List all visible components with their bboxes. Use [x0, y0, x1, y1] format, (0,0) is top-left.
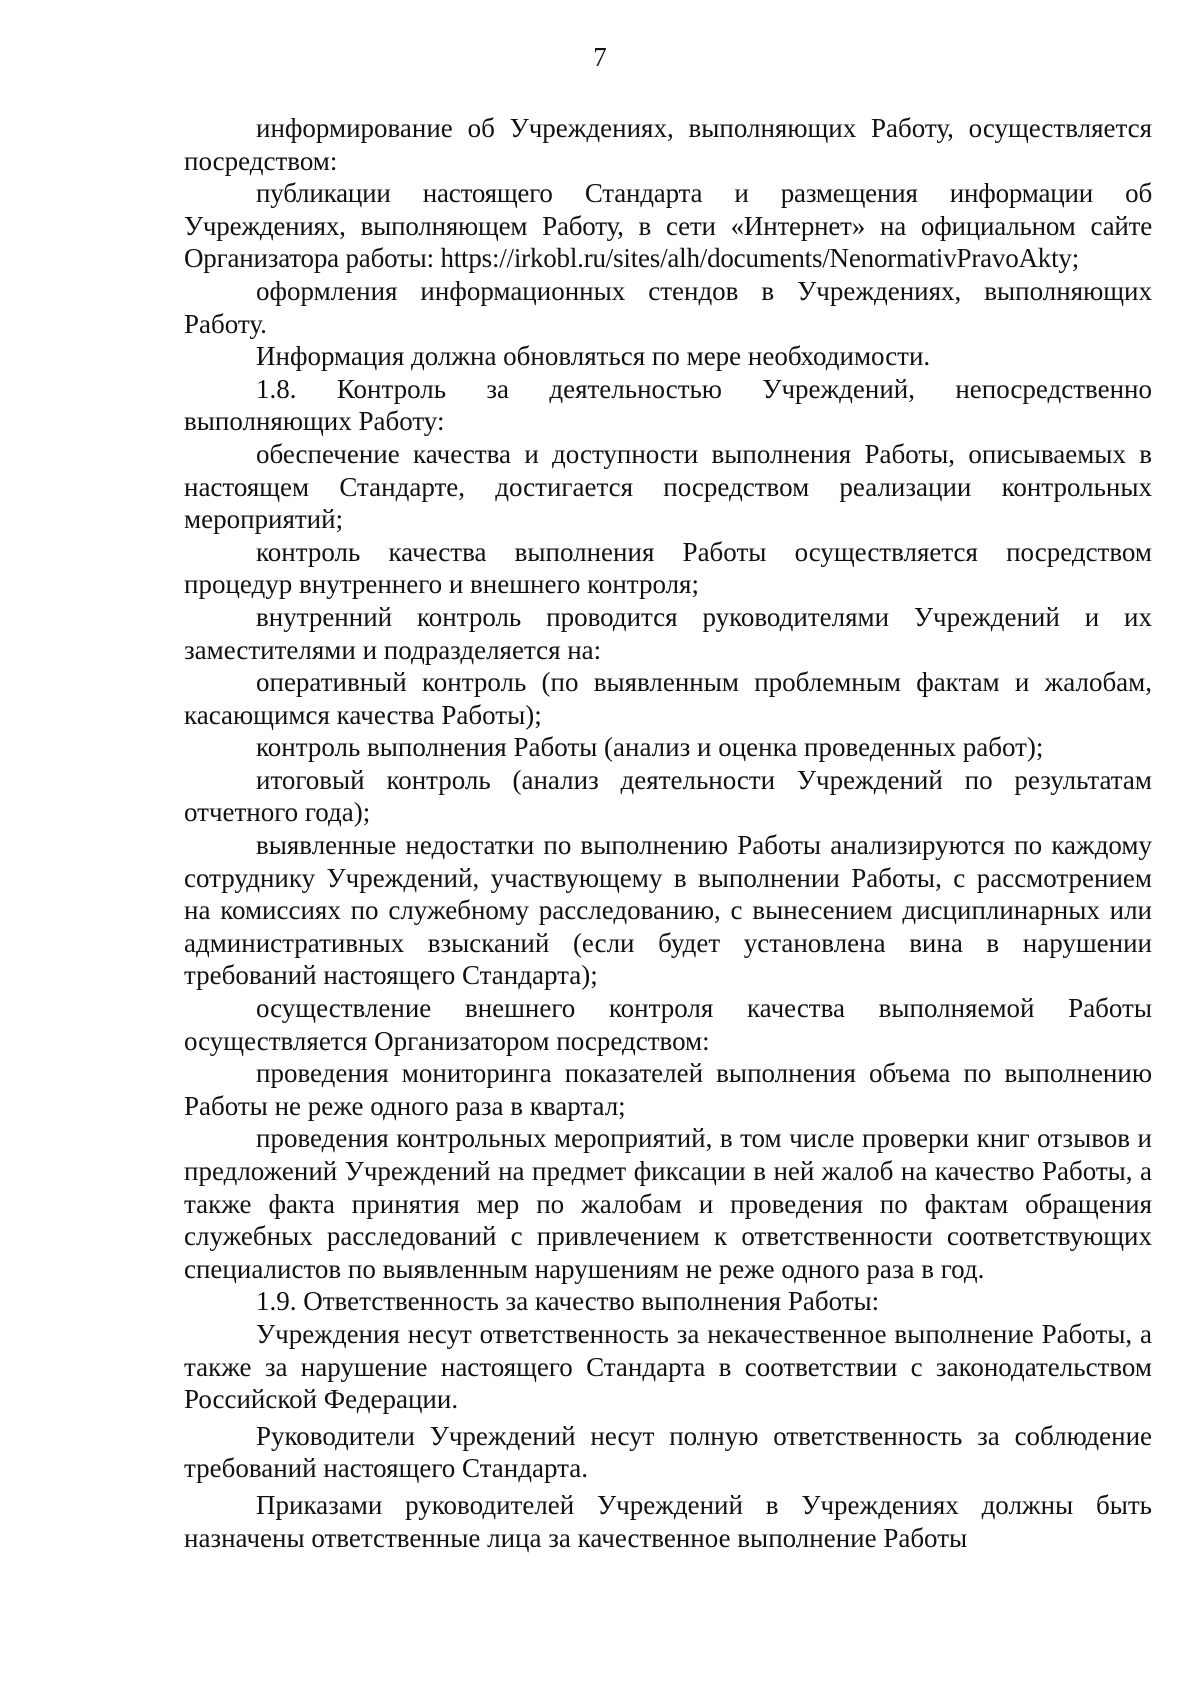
paragraph-internal-control: внутренний контроль проводится руководителями Учреждений и их заместителями и подразделяется на: — [184, 601, 1152, 665]
section-1-9-heading: 1.9. Ответственность за качество выполнения Работы: — [256, 1286, 880, 1317]
paragraph-quality-assurance: обеспечение качества и доступности выполнения Работы, описываемых в настоящем Стандарте, достигается посредством реализации контрольных мероприятий; — [184, 438, 1152, 535]
paragraph-quality-control: контроль качества выполнения Работы осуществляется посредством процедур внутреннего и внешнего контроля; — [184, 536, 1152, 600]
paragraph-publication: публикации настоящего Стандарта и размещения информации об Учреждениях, выполняющем Работу, в сети «Интернет» на официальном сайте Организатора работы: https://irkobl.ru/sites/alh/documents/NenormativPravoAkty; — [184, 178, 1152, 274]
paragraph-operational-control: оперативный контроль (по выявленным проблемным фактам и жалобам, касающимся качества Работы); — [184, 667, 1152, 730]
paragraph-control-measures: проведения контрольных мероприятий, в том числе проверки книг отзывов и предложений Учреждений на предмет фиксации в ней жалоб на качество Работы, а также факта принятия мер по жалобам и проведения по фактам обращения служебных расследований с привлечением к ответственности соответствующих специалистов по выявленным нарушениям не реже одного раза в год. — [184, 1123, 1152, 1284]
section-1-8-heading: 1.8. Контроль за деятельностью Учреждений, непосредственно выполняющих Работу: — [184, 373, 1152, 437]
paragraph-institution-responsibility: Учреждения несут ответственность за некачественное выполнение Работы, а также за нарушение настоящего Стандарта в соответствии с законодательством Российской Федерации. — [184, 1318, 1152, 1415]
paragraph-execution-control: контроль выполнения Работы (анализ и оценка проведенных работ); — [256, 732, 1044, 763]
paragraph-heads-responsibility: Руководители Учреждений несут полную ответственность за соблюдение требований настоящего Стандарта. — [184, 1420, 1152, 1484]
page-number: 7 — [593, 42, 607, 72]
paragraph-deficiencies: выявленные недостатки по выполнению Работы анализируются по каждому сотруднику Учреждений, участвующему в выполнении Работы, с рассмотрением на комиссиях по служебному расследованию, с вынесением дисциплинарных или административных взысканий (если будет установлена вина в нарушении требований настоящего Стандарта); — [184, 830, 1152, 991]
paragraph-final-control: итоговый контроль (анализ деятельности Учреждений по результатам отчетного года); — [184, 764, 1152, 828]
paragraph-info-update: Информация должна обновляться по мере необходимости. — [256, 341, 931, 372]
document-body — [184, 112, 1152, 1554]
paragraph-orders: Приказами руководителей Учреждений в Учреждениях должны быть назначены ответственные лица за качественное выполнение Работы — [184, 1489, 1152, 1553]
paragraph-external-control: осуществление внешнего контроля качества выполняемой Работы осуществляется Организатором посредством: — [184, 993, 1152, 1056]
paragraph-informing: информирование об Учреждениях, выполняющих Работу, осуществляется посредством: — [184, 113, 1152, 176]
paragraph-monitoring: проведения мониторинга показателей выполнения объема по выполнению Работы не реже одного раза в квартал; — [184, 1058, 1152, 1121]
paragraph-info-stands: оформления информационных стендов в Учреждениях, выполняющих Работу. — [184, 275, 1152, 339]
